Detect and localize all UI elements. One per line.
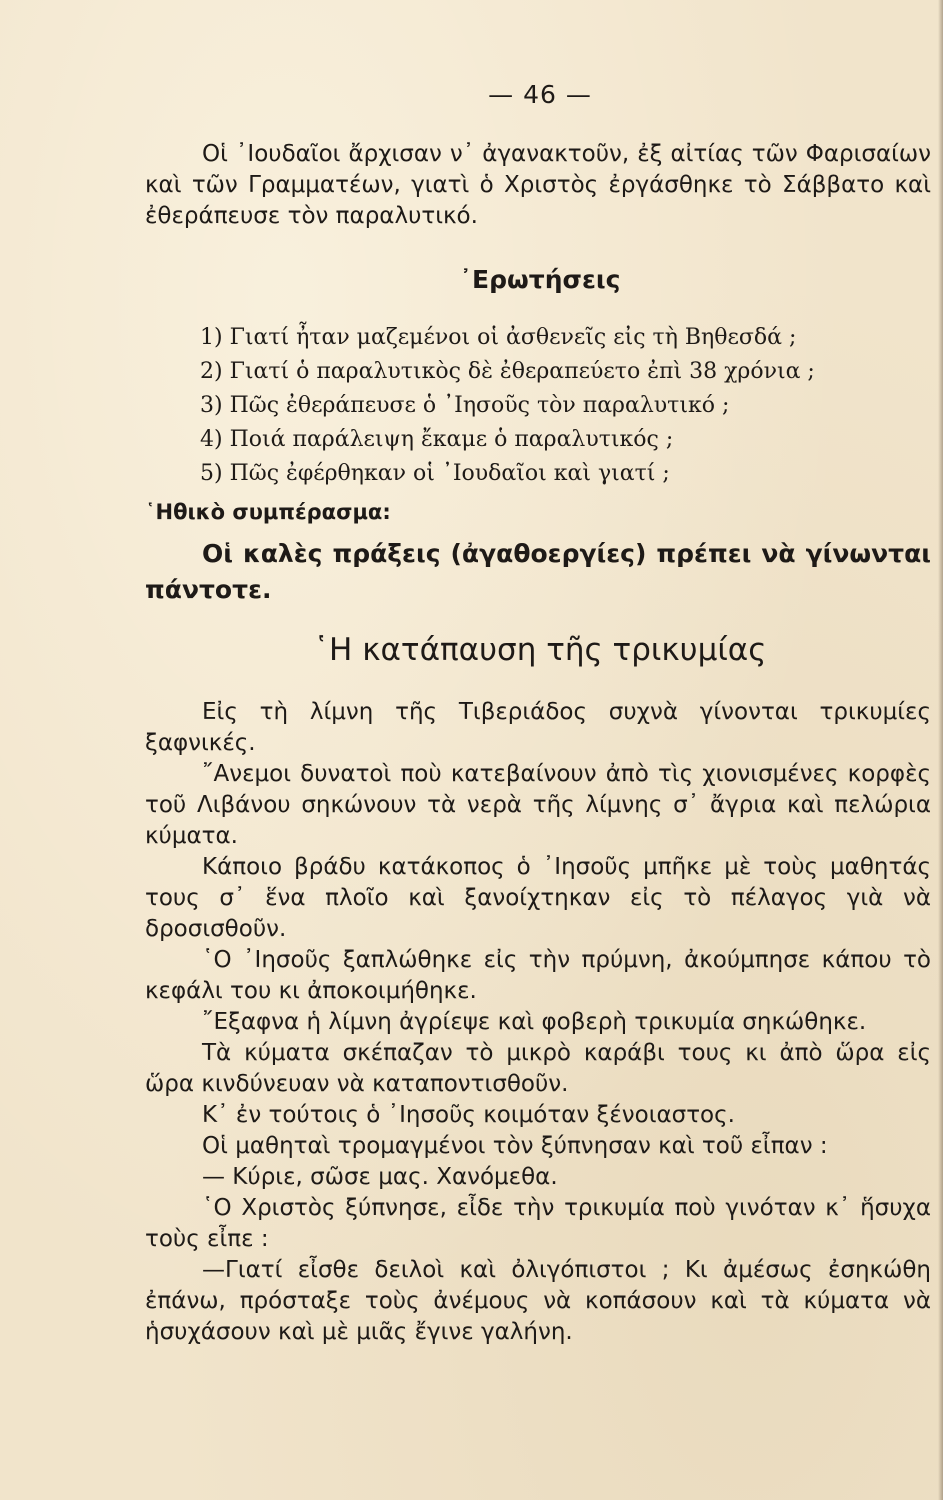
question-item: 3) Πῶς ἐθεράπευσε ὁ ᾿Ιησοῦς τὸν παραλυτικό ; — [200, 393, 730, 418]
page-number: — 46 — — [488, 80, 592, 109]
story-heading: ῾Η κατάπαυση τῆς τρικυμίας — [313, 632, 767, 668]
story-paragraph: Κ᾿ ἐν τούτοις ὁ ᾿Ιησοῦς κοιμόταν ξένοιαστος. — [202, 1102, 735, 1128]
story-paragraph: Εἰς τὴ λίμνη τῆς Τιβεριάδος συχνὰ γίνονται τρικυμίες ξαφνικές. — [145, 699, 931, 756]
questions-list — [200, 321, 815, 491]
story-paragraph: ῎Ανεμοι δυνατοὶ ποὺ κατεβαίνουν ἀπὸ τὶς χιονισμένες κορφὲς τοῦ Λιβάνου σηκώνουν τὰ νερὰ τῆς λίμνης σ᾿ ἄγρια καὶ πελώρια κύματα. — [145, 761, 931, 849]
question-item: 1) Γιατί ἦταν μαζεμένοι οἱ ἀσθενεῖς εἰς τὴ Βηθεσδά ; — [200, 325, 797, 350]
moral-label: ῾Ηθικὸ συμπέρασμα: — [145, 500, 391, 524]
moral-text: Οἱ καλὲς πράξεις (ἀγαθοεργίες) πρέπει νὰ γίνωνται πάντοτε. — [145, 539, 931, 604]
story-paragraph: ῎Εξαφνα ἡ λίμνη ἀγρίεψε καὶ φοβερὴ τρικυμία σηκώθηκε. — [202, 1009, 867, 1035]
story-paragraph: — Κύριε, σῶσε μας. Χανόμεθα. — [202, 1164, 558, 1190]
question-item: 5) Πῶς ἐφέρθηκαν οἱ ᾿Ιουδαῖοι καὶ γιατί ; — [200, 461, 670, 486]
story-paragraph: ῾Ο ᾿Ιησοῦς ξαπλώθηκε εἰς τὴν πρύμνη, ἀκούμπησε κάπου τὸ κεφάλι του κι ἀποκοιμήθηκε. — [145, 947, 931, 1004]
story-paragraph: Τὰ κύματα σκέπαζαν τὸ μικρὸ καράβι τους κι ἀπὸ ὥρα εἰς ὥρα κινδύνευαν νὰ καταποντισθοῦν. — [145, 1040, 931, 1097]
story-paragraph: Κάποιο βράδυ κατάκοπος ὁ ᾿Ιησοῦς μπῆκε μὲ τοὺς μαθητάς τους σ᾿ ἕνα πλοῖο καὶ ξανοίχτηκαν εἰς τὸ πέλαγος γιὰ νὰ δροσισθοῦν. — [145, 854, 931, 942]
questions-heading: ᾿Ερωτήσεις — [459, 265, 621, 294]
page-edge-shadow — [938, 0, 943, 1500]
story-paragraph: Οἱ μαθηταὶ τρομαγμένοι τὸν ξύπνησαν καὶ τοῦ εἶπαν : — [202, 1133, 828, 1159]
story-paragraph: ῾Ο Χριστὸς ξύπνησε, εἶδε τὴν τρικυμία ποὺ γινόταν κ᾿ ἥσυχα τοὺς εἶπε : — [145, 1195, 931, 1252]
story-section — [145, 697, 931, 1348]
question-item: 4) Ποιά παράλειψη ἔκαμε ὁ παραλυτικός ; — [200, 427, 674, 452]
intro-paragraph: Οἱ ᾿Ιουδαῖοι ἄρχισαν ν᾿ ἀγανακτοῦν, ἐξ αἰτίας τῶν Φαρισαίων καὶ τῶν Γραμματέων, γιατὶ ὁ Χριστὸς ἐργάσθηκε τὸ Σάββατο καὶ ἐθεράπευσε τὸν παραλυτικό. — [145, 141, 931, 229]
story-paragraph: —Γιατί εἶσθε δειλοὶ καὶ ὀλιγόπιστοι ; Κι ἀμέσως ἐσηκώθη ἐπάνω, πρόσταξε τοὺς ἀνέμους νὰ κοπάσουν καὶ τὰ κύματα νὰ ἡσυχάσουν καὶ μὲ μιᾶς ἔγινε γαλήνη. — [145, 1257, 931, 1345]
question-item: 2) Γιατί ὁ παραλυτικὸς δὲ ἐθεραπεύετο ἐπὶ 38 χρόνια ; — [200, 359, 815, 384]
intro-section — [145, 139, 931, 232]
